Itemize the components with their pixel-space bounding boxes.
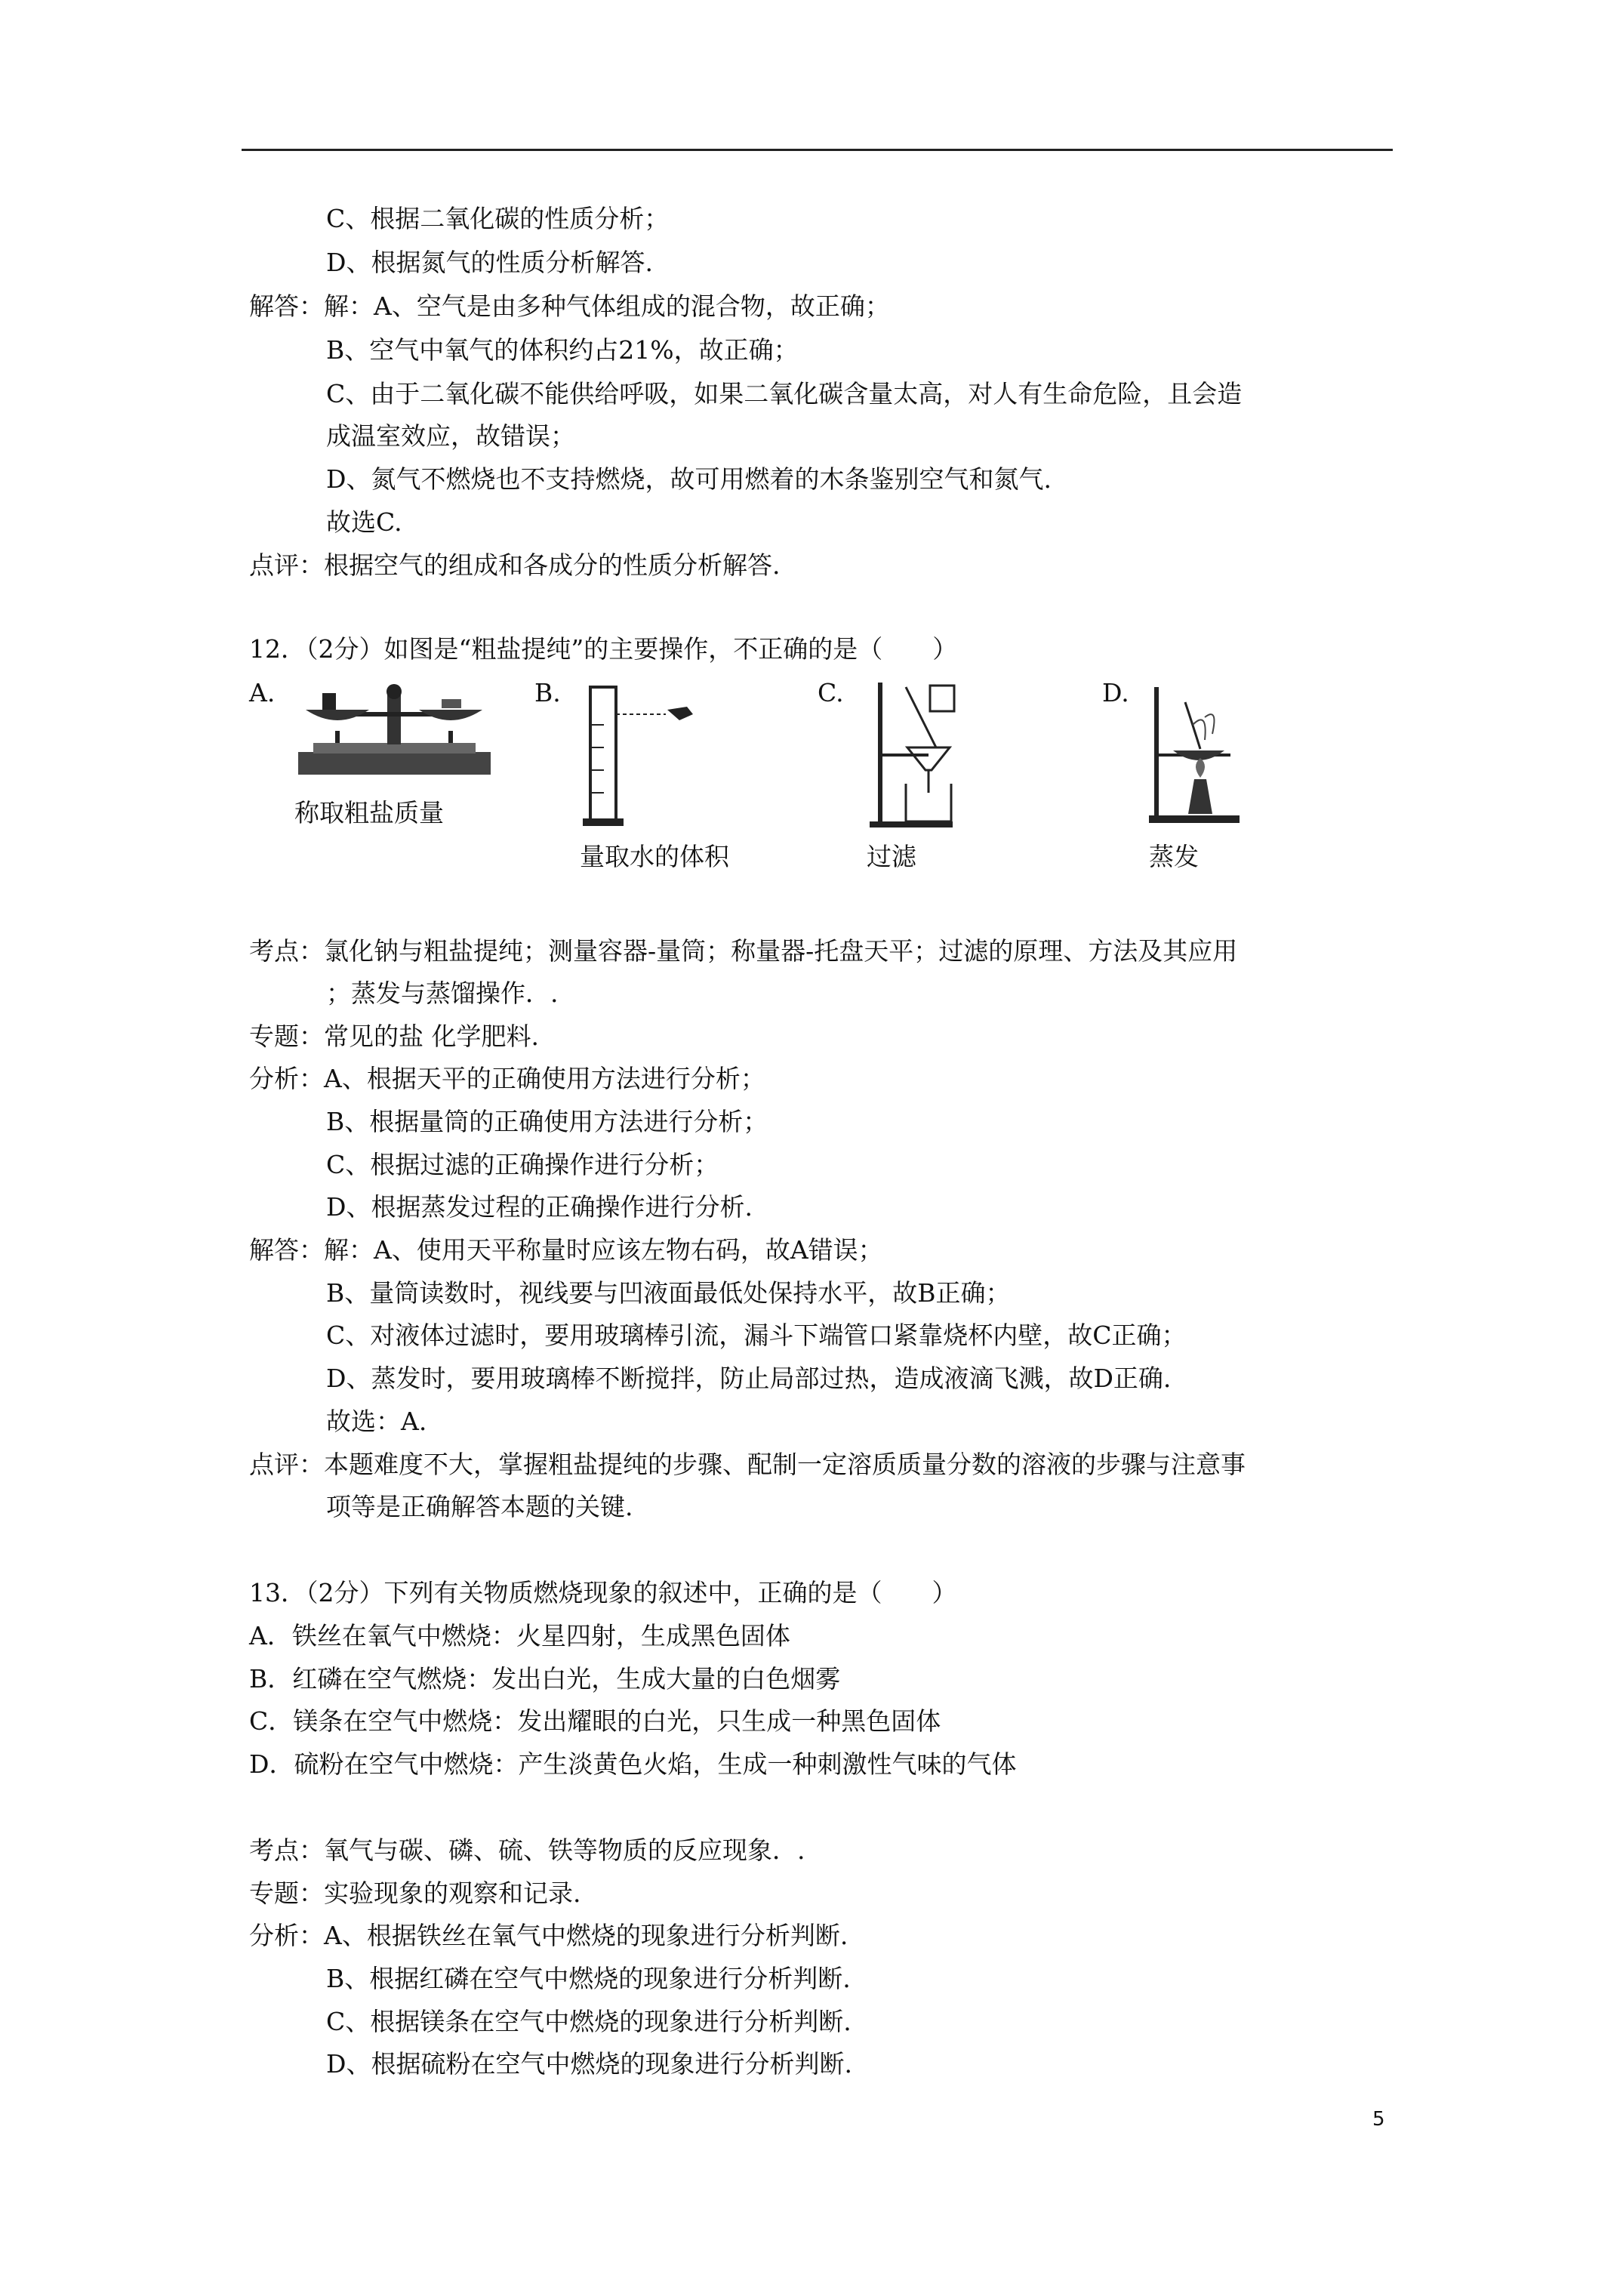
q12-option-d-letter: D. bbox=[1102, 678, 1129, 707]
q11-answer-c1: C、由于二氧化碳不能供给呼吸，如果二氧化碳含量太高，对人有生命危险，且会造 bbox=[326, 379, 1243, 408]
q13-option-a: A．铁丝在氧气中燃烧：火星四射，生成黑色固体 bbox=[249, 1621, 790, 1650]
q13-fenxi-a: A、根据铁丝在氧气中燃烧的现象进行分析判断. bbox=[324, 1921, 848, 1950]
zhuanti-label: 专题： bbox=[249, 1022, 324, 1051]
q13-kaodian-line bbox=[249, 1834, 805, 1867]
q12-jieda-a: 解：A、使用天平称量时应该左物右码，故A错误； bbox=[324, 1235, 883, 1265]
q13-fenxi-b: B、根据红磷在空气中燃烧的现象进行分析判断. bbox=[326, 1964, 851, 1993]
answer-label: 解答： bbox=[249, 291, 324, 321]
q12-dianping-1: 本题难度不大，掌握粗盐提纯的步骤、配制一定溶质质量分数的溶液的步骤与注意事 bbox=[324, 1450, 1246, 1479]
q11-analysis-d: D、根据氮气的性质分析解答. bbox=[326, 248, 653, 277]
q13-option-d: D．硫粉在空气中燃烧：产生淡黄色火焰，生成一种刺激性气味的气体 bbox=[249, 1749, 1017, 1779]
q13-kaodian: 氧气与碳、磷、硫、铁等物质的反应现象．. bbox=[324, 1835, 805, 1865]
q12-kaodian-1: 氯化钠与粗盐提纯；测量容器-量筒；称量器-托盘天平；过滤的原理、方法及其应用 bbox=[324, 936, 1238, 966]
jieda-label: 解答： bbox=[249, 1235, 324, 1265]
q13-fenxi-line-a bbox=[249, 1919, 848, 1952]
q12-option-d-caption: 蒸发 bbox=[1149, 842, 1199, 871]
q11-comment-line bbox=[249, 549, 781, 582]
q13-zhuanti-line bbox=[249, 1877, 581, 1910]
q12-jieda-b: B、量筒读数时，视线要与凹液面最低处保持水平，故B正确； bbox=[326, 1278, 1011, 1308]
q13-fenxi-c: C、根据镁条在空气中燃烧的现象进行分析判断. bbox=[326, 2007, 852, 2036]
q12-kaodian-2: ；蒸发与蒸馏操作．. bbox=[326, 978, 559, 1008]
q13-fenxi-d: D、根据硫粉在空气中燃烧的现象进行分析判断. bbox=[326, 2049, 852, 2079]
q11-answer-b: B、空气中氧气的体积约占21%，故正确； bbox=[326, 335, 799, 365]
q11-answer-line-a bbox=[249, 290, 890, 323]
q12-option-c-letter: C. bbox=[818, 678, 844, 707]
q13-zhuanti: 实验现象的观察和记录. bbox=[324, 1878, 581, 1908]
q13-option-c: C．镁条在空气中燃烧：发出耀眼的白光，只生成一种黑色固体 bbox=[249, 1706, 941, 1736]
q12-dianping-line bbox=[249, 1448, 1246, 1481]
q12-option-a-letter: A. bbox=[249, 678, 276, 707]
fenxi-label: 分析： bbox=[249, 1921, 324, 1950]
q11-answer-d: D、氮气不燃烧也不支持燃烧，故可用燃着的木条鉴别空气和氮气. bbox=[326, 464, 1052, 494]
kaodian-label: 考点： bbox=[249, 1835, 324, 1865]
q13-option-b: B．红磷在空气燃烧：发出白光，生成大量的白色烟雾 bbox=[249, 1664, 841, 1693]
header-rule bbox=[242, 149, 1393, 151]
q12-option-a-caption: 称取粗盐质量 bbox=[294, 798, 444, 827]
kaodian-label: 考点： bbox=[249, 936, 324, 966]
q12-jieda-d: D、蒸发时，要用玻璃棒不断搅拌，防止局部过热，造成液滴飞溅，故D正确. bbox=[326, 1364, 1172, 1393]
zhuanti-label: 专题： bbox=[249, 1878, 324, 1908]
q12-zhuanti-line bbox=[249, 1020, 539, 1053]
q12-option-b-caption: 量取水的体积 bbox=[580, 842, 729, 871]
q12-fenxi-c: C、根据过滤的正确操作进行分析； bbox=[326, 1150, 719, 1179]
q11-choice: 故选C. bbox=[326, 507, 402, 537]
q12-kaodian-line bbox=[249, 935, 1237, 968]
comment-label: 点评： bbox=[249, 550, 324, 580]
graduated-cylinder-icon bbox=[574, 680, 702, 831]
q12-jieda-line-a bbox=[249, 1234, 883, 1267]
q11-answer-a: 解：A、空气是由多种气体组成的混合物，故正确； bbox=[324, 291, 890, 321]
q12-jieda-c: C、对液体过滤时，要用玻璃棒引流，漏斗下端管口紧靠烧杯内壁，故C正确； bbox=[326, 1321, 1187, 1350]
balance-scale-icon bbox=[291, 680, 498, 785]
q12-dianping-2: 项等是正确解答本题的关键. bbox=[326, 1492, 633, 1521]
q12-option-c-caption: 过滤 bbox=[867, 842, 916, 871]
filtration-icon bbox=[861, 680, 1004, 831]
q12-fenxi-d: D、根据蒸发过程的正确操作进行分析. bbox=[326, 1192, 753, 1222]
q12-fenxi-line-a bbox=[249, 1062, 765, 1096]
q12-fenxi-b: B、根据量筒的正确使用方法进行分析； bbox=[326, 1107, 768, 1136]
page-number: 5 bbox=[1372, 2108, 1385, 2131]
q11-analysis-c: C、根据二氧化碳的性质分析； bbox=[326, 204, 670, 233]
q13-stem: 13．（2分）下列有关物质燃烧现象的叙述中，正确的是（ ） bbox=[249, 1578, 957, 1607]
dianping-label: 点评： bbox=[249, 1450, 324, 1479]
q11-answer-c2: 成温室效应，故错误； bbox=[326, 421, 575, 451]
q12-stem: 12．（2分）如图是“粗盐提纯”的主要操作，不正确的是（ ） bbox=[249, 634, 958, 664]
q12-fenxi-a: A、根据天平的正确使用方法进行分析； bbox=[324, 1064, 765, 1093]
q12-choice: 故选：A. bbox=[326, 1407, 427, 1436]
evaporation-icon bbox=[1140, 680, 1253, 831]
q12-zhuanti: 常见的盐 化学肥料. bbox=[324, 1022, 539, 1051]
fenxi-label: 分析： bbox=[249, 1064, 324, 1093]
q11-comment: 根据空气的组成和各成分的性质分析解答. bbox=[324, 550, 781, 580]
q12-option-b-letter: B. bbox=[534, 678, 561, 707]
